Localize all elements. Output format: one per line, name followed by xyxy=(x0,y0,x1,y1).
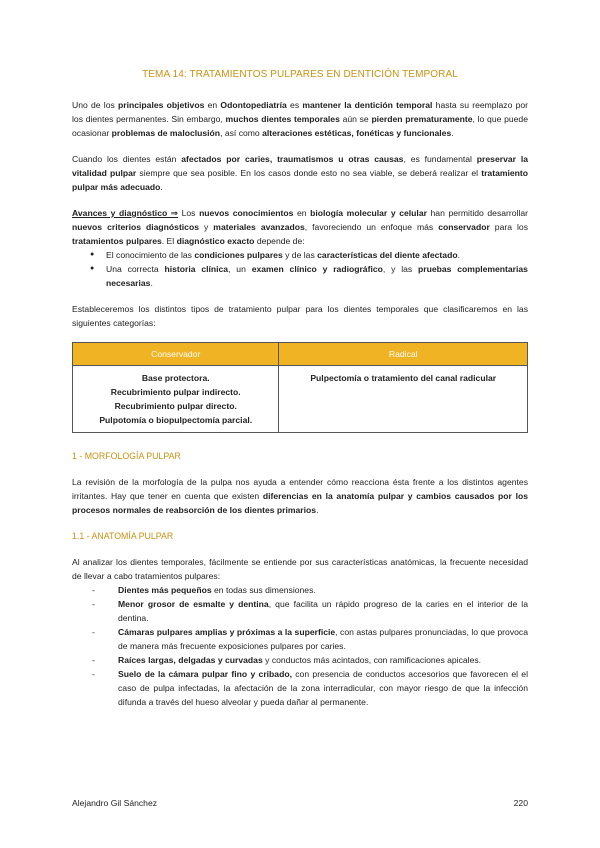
footer-author: Alejandro Gil Sánchez xyxy=(72,798,158,808)
page-footer xyxy=(72,798,528,808)
page-title: TEMA 14: TRATAMIENTOS PULPARES EN DENTICIÓN TEMPORAL xyxy=(142,69,458,80)
dash-item: - Cámaras pulpares amplias y próximas a la superficie, con astas pulpares pronunciadas, lo que provoca de manera más frecuente exposiciones pulpares por caries. xyxy=(92,625,528,653)
dash-item: - Dientes más pequeños en todas sus dimensiones. xyxy=(92,583,528,597)
advances-heading: Avances y diagnóstico ⇒ xyxy=(72,208,179,218)
categories-paragraph: Estableceremos los distintos tipos de tratamiento pulpar para los dientes temporales que clasificaremos en las siguientes categorías: xyxy=(72,304,528,328)
anatomia-paragraph: Al analizar los dientes temporales, fácilmente se entiende por sus características anatómicas, la frecuente necesidad de llevar a cabo tratamientos pulpares: xyxy=(72,557,528,581)
table-item: Pulpectomía o tratamiento del canal radicular xyxy=(310,373,497,383)
anatomy-dash-list xyxy=(72,583,528,709)
table-item: Recubrimiento pulpar indirecto. xyxy=(110,387,241,397)
advances-paragraph: Avances y diagnóstico ⇒ Los nuevos conocimientos en biología molecular y celular han permitido desarrollar nuevos criterios diagnósticos y materiales avanzados, favoreciendo un enfoque más conservador para los tratamientos pulpares. El diagnóstico exacto depende de: xyxy=(72,208,528,246)
intro-paragraph: Uno de los principales objetivos en Odontopediatría es mantener la dentición temporal hasta su reemplazo por los dientes permanentes. Sin embargo, muchos dientes temporales aún se pierden prematuramente, lo que puede ocasionar problemas de maloclusión, así como alteraciones estéticas, fonéticas y funcionales. xyxy=(72,100,529,138)
table-item: Pulpotomía o biopulpectomía parcial. xyxy=(99,415,253,425)
dash-item: - Raíces largas, delgadas y curvadas y conductos más acintados, con ramificaciones apicales. xyxy=(92,653,528,667)
radical-cell xyxy=(279,366,528,433)
bullet-item: ● Una correcta historia clínica, un examen clínico y radiográfico, y las pruebas complementarias necesarias. xyxy=(90,262,528,290)
bullet-item: ● El conocimiento de las condiciones pulpares y de las características del diente afectado. xyxy=(90,248,528,262)
radical-header: Radical xyxy=(279,343,528,366)
document-page xyxy=(72,68,528,709)
section-heading-morfologia: 1 - MORFOLOGÍA PULPAR xyxy=(72,451,181,461)
page-number: 220 xyxy=(513,798,528,808)
table-item: Recubrimiento pulpar directo. xyxy=(114,401,237,411)
section-heading-anatomia: 1.1 - ANATOMÍA PULPAR xyxy=(72,531,174,541)
dash-item: - Suelo de la cámara pulpar fino y cribado, con presencia de conductos accesorios que favorecen el el caso de pulpa infectadas, la afectación de la zona interradicular, con mayor riesgo de que la infección difunda a través del hueso alveolar y pueda dañar al permanente. xyxy=(92,667,528,709)
morfologia-paragraph: La revisión de la morfología de la pulpa nos ayuda a entender cómo reacciona ésta frente a los distintos agentes irritantes. Hay que tener en cuenta que existen diferencias en la anatomía pulpar y cambios causados por los procesos normales de reabsorción de los dientes primarios. xyxy=(72,477,528,515)
conservador-header: Conservador xyxy=(73,343,279,366)
diagnosis-bullet-list xyxy=(72,248,528,290)
table-item: Base protectora. xyxy=(141,373,210,383)
conservador-cell xyxy=(73,366,279,433)
treatment-table xyxy=(72,342,528,433)
dash-item: - Menor grosor de esmalte y dentina, que facilita un rápido progreso de la caries en el interior de la dentina. xyxy=(92,597,528,625)
vitality-paragraph: Cuando los dientes están afectados por caries, traumatismos u otras causas, es fundamental preservar la vitalidad pulpar siempre que sea posible. En los casos donde esto no sea viable, se deberá realizar el tratamiento pulpar más adecuado. xyxy=(72,154,529,192)
